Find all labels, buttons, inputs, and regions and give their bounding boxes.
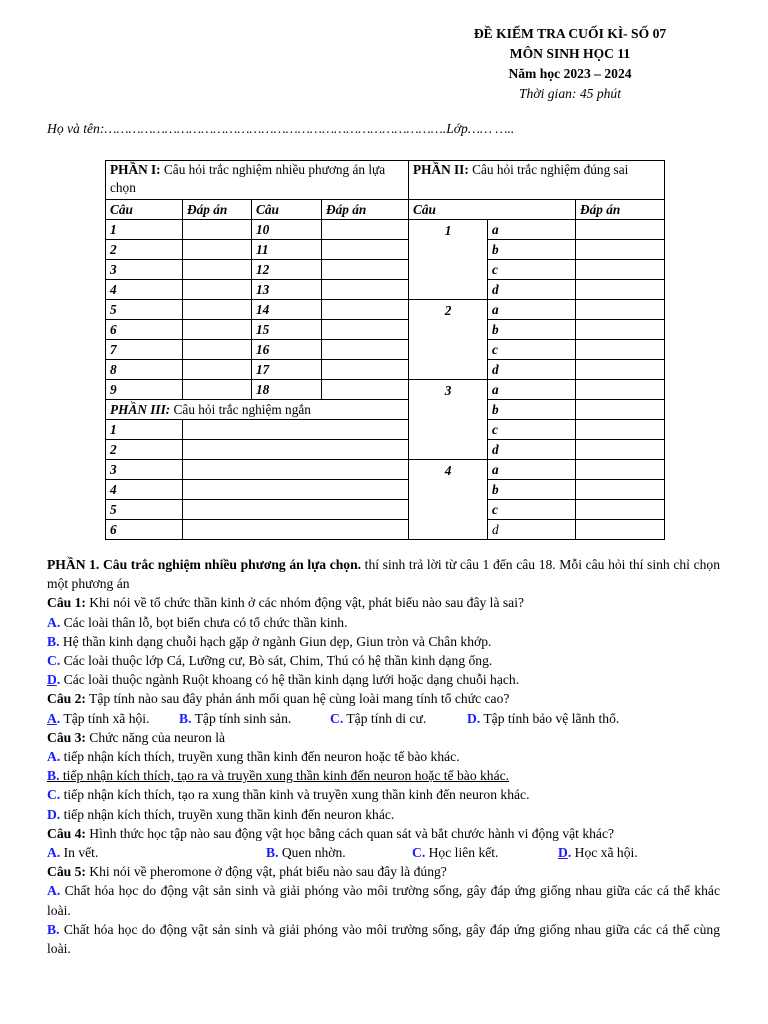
- part1-question-number: 3: [106, 260, 183, 280]
- col-header-cau: Câu: [252, 200, 322, 220]
- answer-cell[interactable]: [183, 240, 252, 260]
- option-label: C.: [330, 710, 344, 726]
- option-label-correct: B: [47, 768, 57, 784]
- question-1: [47, 593, 720, 612]
- question-label: Câu 4:: [47, 825, 86, 841]
- option-text: Các loài thuộc lớp Cá, Lưỡng cư, Bò sát, Chim, Thú có hệ thần kinh dạng ống.: [60, 653, 493, 669]
- q3-option-a: [47, 747, 720, 766]
- option-label-correct: D: [558, 845, 568, 861]
- option-text: Tập tính di cư.: [343, 710, 427, 726]
- answer-cell[interactable]: [322, 380, 409, 400]
- statement-letter: c: [488, 260, 576, 280]
- question-text: Chức năng của neuron là: [85, 729, 226, 745]
- part3-header: [106, 400, 409, 420]
- part1-question-number: 7: [106, 340, 183, 360]
- statement-letter: c: [488, 500, 576, 520]
- q1-option-a: [47, 613, 720, 632]
- col-header-dapan: Đáp án: [322, 200, 409, 220]
- question-3: [47, 728, 720, 747]
- answer-cell[interactable]: [183, 440, 409, 460]
- part1-question-number: 13: [252, 280, 322, 300]
- question-text: Tập tính nào sau đây phản ánh mối quan hệ cùng loài mang tính tổ chức cao?: [85, 691, 510, 707]
- q1-option-c: [47, 651, 720, 670]
- q2-option-b: [179, 709, 330, 728]
- question-4: [47, 824, 720, 843]
- table-row: [106, 400, 665, 420]
- statement-letter: c: [488, 420, 576, 440]
- exam-duration: Thời gian: 45 phút: [518, 86, 622, 101]
- answer-cell[interactable]: [576, 360, 665, 380]
- statement-letter: c: [488, 340, 576, 360]
- table-row: [106, 320, 665, 340]
- answer-cell[interactable]: [183, 380, 252, 400]
- option-label: C.: [47, 653, 61, 669]
- question-label: Câu 3:: [47, 729, 86, 745]
- question-label: Câu 2:: [47, 691, 86, 707]
- option-text: Hệ thần kinh dạng chuỗi hạch gặp ở ngành Giun dẹp, Giun tròn và Chân khớp.: [59, 633, 492, 649]
- table-row: [106, 340, 665, 360]
- q2-option-d: [467, 711, 619, 726]
- option-label: C.: [47, 787, 61, 803]
- question-text: Hình thức học tập nào sau động vật học bằng cách quan sát và bắt chước hành vi động vật khác?: [85, 825, 615, 841]
- option-text: Chất hóa học do động vật sản sinh và giải phóng vào môi trường sống, gây đáp ứng giống nhau giữa các cá thể cùng loài.: [47, 921, 720, 957]
- q2-options: [47, 709, 720, 728]
- part3-question-number: 4: [106, 480, 183, 500]
- statement-letter: d: [488, 360, 576, 380]
- answer-cell[interactable]: [183, 220, 252, 240]
- part1-title-bold: PHẦN I:: [110, 162, 161, 177]
- q4-option-a: [47, 843, 266, 862]
- table-row: [106, 420, 665, 440]
- answer-cell[interactable]: [322, 340, 409, 360]
- option-dot: .: [56, 710, 61, 726]
- option-label-correct: A: [47, 710, 57, 726]
- answer-cell[interactable]: [322, 220, 409, 240]
- part1-question-number: 4: [106, 280, 183, 300]
- answer-cell[interactable]: [576, 320, 665, 340]
- answer-cell[interactable]: [183, 260, 252, 280]
- q2-option-a: [47, 709, 179, 728]
- answer-cell[interactable]: [576, 520, 665, 540]
- part2-header: [409, 161, 665, 200]
- statement-letter: d: [488, 520, 576, 540]
- section1-title-rest: thí sinh trả lời từ câu 1 đến câu 18. Mỗi câu hỏi thí sinh chỉ chọn một phương án: [47, 557, 720, 592]
- part2-title-bold: PHẦN II:: [413, 162, 469, 177]
- statement-letter: a: [488, 380, 576, 400]
- table-row: [106, 280, 665, 300]
- option-text: Chất hóa học do động vật sản sinh và giải phóng vào môi trường sống, gây đáp ứng giống nhau giữa các cá thể khác loài.: [47, 883, 720, 918]
- statement-letter: b: [488, 480, 576, 500]
- q3-option-d: [47, 805, 720, 824]
- section1-title-bold: PHẦN 1. Câu trắc nghiệm nhiều phương án lựa chọn.: [47, 557, 362, 572]
- part1-question-number: 1: [106, 220, 183, 240]
- table-row: [106, 520, 665, 540]
- part1-question-number: 8: [106, 360, 183, 380]
- option-dot: .: [567, 845, 572, 861]
- option-label: A.: [47, 883, 61, 899]
- part1-question-number: 17: [252, 360, 322, 380]
- statement-letter: b: [488, 320, 576, 340]
- answer-cell[interactable]: [183, 500, 409, 520]
- q5-option-a: [47, 881, 720, 919]
- answer-cell[interactable]: [322, 320, 409, 340]
- option-text: tiếp nhận kích thích, tạo ra và truyền xung thần kinh đến neuron hoặc tế bào khác.: [59, 768, 510, 784]
- option-label: A.: [47, 845, 61, 861]
- answer-cell[interactable]: [183, 320, 252, 340]
- part3-question-number: 5: [106, 500, 183, 520]
- option-label: B.: [47, 633, 60, 649]
- answer-cell[interactable]: [576, 240, 665, 260]
- option-text: Học liên kết.: [425, 845, 499, 861]
- part1-title-rest: Câu hỏi trắc nghiệm nhiều phương án lựa chọn: [110, 162, 386, 195]
- part2-title-rest: Câu hỏi trắc nghiệm đúng sai: [468, 162, 629, 177]
- option-label: B.: [266, 845, 279, 861]
- question-text: Khi nói về pheromone ở động vật, phát biểu nào sau đây là đúng?: [85, 864, 447, 880]
- option-text: Các loài thuộc ngành Ruột khoang có hệ thần kinh dạng lưới hoặc dạng chuỗi hạch.: [60, 672, 520, 688]
- q2-option-c: [330, 709, 467, 728]
- answer-cell[interactable]: [322, 300, 409, 320]
- part2-question-number: 3: [409, 380, 488, 460]
- statement-letter: b: [488, 240, 576, 260]
- answer-cell[interactable]: [183, 480, 409, 500]
- answer-cell[interactable]: [576, 500, 665, 520]
- question-label: Câu 1:: [47, 595, 86, 611]
- answer-cell[interactable]: [576, 260, 665, 280]
- part1-header: [106, 161, 409, 200]
- option-text: tiếp nhận kích thích, truyền xung thần kinh đến neuron khác.: [60, 806, 395, 822]
- answer-cell[interactable]: [576, 400, 665, 420]
- subject-title: MÔN SINH HỌC 11: [509, 46, 631, 61]
- question-2: [47, 689, 720, 708]
- part1-question-number: 9: [106, 380, 183, 400]
- option-label: A.: [47, 749, 61, 765]
- col-header-dapan: Đáp án: [576, 200, 665, 220]
- exam-header: [420, 24, 720, 104]
- question-label: Câu 5:: [47, 864, 86, 880]
- part1-question-number: 2: [106, 240, 183, 260]
- answer-cell[interactable]: [576, 280, 665, 300]
- table-row: [106, 480, 665, 500]
- q5-option-b: [47, 920, 720, 958]
- answer-cell[interactable]: [576, 420, 665, 440]
- option-label: B.: [47, 921, 60, 937]
- option-text: Tập tính xã hội.: [60, 710, 150, 726]
- answer-cell[interactable]: [183, 520, 409, 540]
- answer-cell[interactable]: [322, 240, 409, 260]
- part1-question-number: 16: [252, 340, 322, 360]
- table-row: [106, 360, 665, 380]
- school-year: Năm học 2023 – 2024: [508, 66, 632, 81]
- answer-cell[interactable]: [322, 280, 409, 300]
- answer-cell[interactable]: [183, 360, 252, 380]
- option-label: C.: [412, 845, 426, 861]
- answer-cell[interactable]: [576, 300, 665, 320]
- question-text: Khi nói về tổ chức thần kinh ở các nhóm động vật, phát biểu nào sau đây là sai?: [85, 595, 525, 611]
- q3-option-c: [47, 785, 720, 804]
- option-label: B.: [179, 710, 192, 726]
- option-text: Học xã hội.: [571, 845, 638, 861]
- student-info-line: Họ và tên:………………………………………………………………………….Lớp…… …..: [47, 121, 515, 136]
- table-row: [106, 380, 665, 400]
- q1-option-d: [47, 670, 720, 689]
- table-row: [106, 460, 665, 480]
- part1-question-number: 18: [252, 380, 322, 400]
- exam-content: [47, 555, 720, 958]
- statement-letter: d: [488, 440, 576, 460]
- option-label: A.: [47, 614, 61, 630]
- option-dot: .: [56, 672, 61, 688]
- answer-cell[interactable]: [576, 480, 665, 500]
- answer-cell[interactable]: [183, 340, 252, 360]
- table-row: [106, 220, 665, 240]
- part3-question-number: 6: [106, 520, 183, 540]
- table-row: [106, 300, 665, 320]
- part3-question-number: 1: [106, 420, 183, 440]
- answer-cell[interactable]: [183, 420, 409, 440]
- statement-letter: a: [488, 300, 576, 320]
- option-label: D.: [467, 710, 481, 726]
- statement-letter: b: [488, 400, 576, 420]
- section1-title: [47, 555, 720, 593]
- q4-option-b: [266, 843, 412, 862]
- answer-cell[interactable]: [576, 460, 665, 480]
- answer-cell[interactable]: [322, 260, 409, 280]
- exam-title: ĐỀ KIỂM TRA CUỐI KÌ- SỐ 07: [473, 26, 667, 41]
- col-header-cau: Câu: [409, 200, 576, 220]
- part1-question-number: 10: [252, 220, 322, 240]
- part2-question-number: 2: [409, 300, 488, 380]
- option-text: Tập tính sinh sản.: [191, 710, 292, 726]
- part1-question-number: 12: [252, 260, 322, 280]
- q4-option-d: [558, 845, 638, 860]
- option-text: In vết.: [60, 845, 99, 861]
- option-text: Tập tính bảo vệ lãnh thổ.: [480, 710, 620, 726]
- option-text: Các loài thân lỗ, bọt biển chưa có tổ chức thần kinh.: [60, 614, 348, 630]
- answer-cell[interactable]: [183, 280, 252, 300]
- table-row: [106, 500, 665, 520]
- option-label: D.: [47, 806, 61, 822]
- table-row: [106, 260, 665, 280]
- part3-question-number: 3: [106, 460, 183, 480]
- statement-letter: d: [488, 280, 576, 300]
- answer-cell[interactable]: [576, 340, 665, 360]
- answer-sheet-table: [105, 160, 665, 540]
- answer-cell[interactable]: [576, 380, 665, 400]
- part1-question-number: 15: [252, 320, 322, 340]
- col-header-dapan: Đáp án: [183, 200, 252, 220]
- answer-cell[interactable]: [322, 360, 409, 380]
- part3-title-bold: PHẦN III:: [110, 401, 171, 417]
- q1-option-b: [47, 632, 720, 651]
- option-text: tiếp nhận kích thích, truyền xung thần kinh đến neuron hoặc tế bào khác.: [60, 749, 460, 765]
- part1-question-number: 14: [252, 300, 322, 320]
- part2-question-number: 1: [409, 220, 488, 300]
- question-5: [47, 862, 720, 881]
- option-dot: .: [56, 768, 60, 784]
- statement-letter: a: [488, 220, 576, 240]
- part1-question-number: 11: [252, 240, 322, 260]
- q3-option-b: [47, 766, 720, 785]
- q4-option-c: [412, 843, 558, 862]
- answer-cell[interactable]: [183, 460, 409, 480]
- part3-title-rest: Câu hỏi trắc nghiệm ngắn: [170, 401, 311, 417]
- option-label-correct: D: [47, 672, 57, 688]
- statement-letter: a: [488, 460, 576, 480]
- option-text: Quen nhờn.: [278, 845, 346, 861]
- part3-question-number: 2: [106, 440, 183, 460]
- option-text: tiếp nhận kích thích, tạo ra xung thần kinh và truyền xung thần kinh đến neuron khác.: [60, 787, 530, 803]
- q4-options: [47, 843, 720, 862]
- col-header-cau: Câu: [106, 200, 183, 220]
- part2-question-number: 4: [409, 460, 488, 540]
- answer-cell[interactable]: [183, 300, 252, 320]
- answer-cell[interactable]: [576, 220, 665, 240]
- part1-question-number: 6: [106, 320, 183, 340]
- part1-question-number: 5: [106, 300, 183, 320]
- table-row: [106, 240, 665, 260]
- answer-cell[interactable]: [576, 440, 665, 460]
- table-row: [106, 440, 665, 460]
